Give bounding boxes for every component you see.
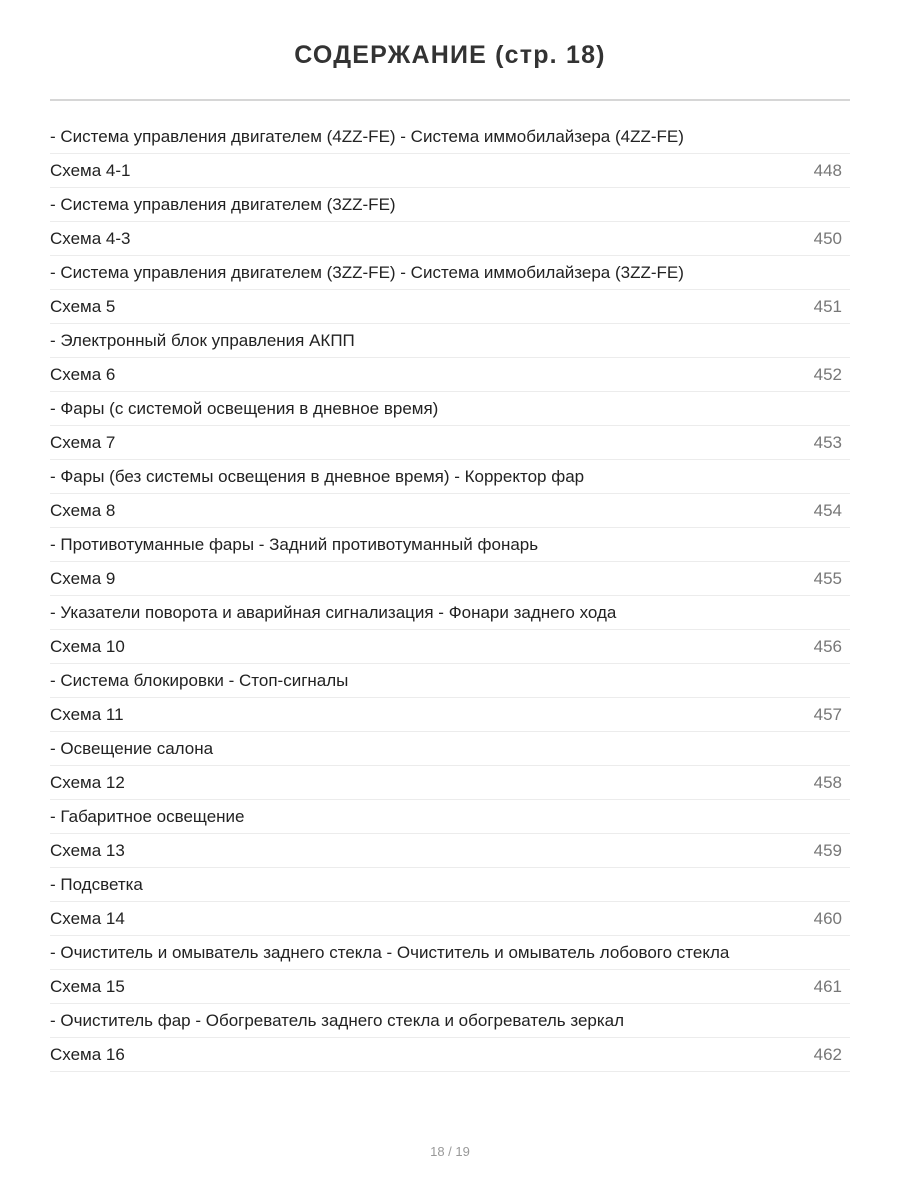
toc-scheme-title: Схема 8 [50,500,116,520]
toc-scheme-title: Схема 9 [50,568,116,588]
page-indicator: 18 / 19 [430,1144,470,1159]
toc-page-number: 454 [813,500,842,520]
toc-scheme-title: Схема 4-1 [50,160,131,180]
toc-entry-description: - Система блокировки - Стоп-сигналы [50,670,349,690]
toc-scheme-row[interactable] [50,1038,850,1072]
toc-page-number: 453 [813,432,842,452]
toc-description-row [50,800,850,834]
toc-page-number: 457 [813,704,842,724]
toc-entry-description: - Указатели поворота и аварийная сигнализация - Фонари заднего хода [50,602,617,622]
toc-scheme-title: Схема 12 [50,772,125,792]
toc-description-row [50,188,850,222]
toc-scheme-title: Схема 10 [50,636,125,656]
toc-entry-description: - Очиститель и омыватель заднего стекла - Очиститель и омыватель лобового стекла [50,942,730,962]
toc-scheme-row[interactable] [50,494,850,528]
toc-scheme-title: Схема 11 [50,704,124,724]
toc-entry-description: - Электронный блок управления АКПП [50,330,355,350]
toc-scheme-row[interactable] [50,698,850,732]
toc-scheme-title: Схема 15 [50,976,125,996]
toc-page-number: 452 [813,364,842,384]
toc-description-row [50,528,850,562]
toc-page-number: 459 [813,840,842,860]
toc-page-number: 458 [813,772,842,792]
toc-scheme-title: Схема 5 [50,296,116,316]
toc-page-number: 456 [813,636,842,656]
toc-description-row [50,868,850,902]
toc-description-row [50,256,850,290]
toc-description-row [50,1004,850,1038]
toc-entry-description: - Подсветка [50,874,143,894]
toc-page-number: 448 [813,160,842,180]
page-title: СОДЕРЖАНИЕ (стр. 18) [294,41,606,69]
toc-entry-description: - Система управления двигателем (3ZZ-FE) - Система иммобилайзера (3ZZ-FE) [50,262,684,282]
toc-scheme-row[interactable] [50,902,850,936]
toc-page-number: 455 [813,568,842,588]
toc-scheme-row[interactable] [50,358,850,392]
title-divider [50,99,850,101]
toc-entry-description: - Система управления двигателем (4ZZ-FE) - Система иммобилайзера (4ZZ-FE) [50,126,684,146]
toc-description-row [50,460,850,494]
toc-scheme-row[interactable] [50,630,850,664]
toc-description-row [50,324,850,358]
toc-description-row [50,120,850,154]
toc-entry-description: - Очиститель фар - Обогреватель заднего стекла и обогреватель зеркал [50,1010,625,1030]
toc-entry-description: - Фары (без системы освещения в дневное время) - Корректор фар [50,466,585,486]
toc-scheme-row[interactable] [50,970,850,1004]
toc-scheme-row[interactable] [50,562,850,596]
toc-scheme-title: Схема 14 [50,908,125,928]
toc-entry-description: - Габаритное освещение [50,806,245,826]
toc-entry-description: - Противотуманные фары - Задний противотуманный фонарь [50,534,539,554]
toc-scheme-title: Схема 4-3 [50,228,131,248]
toc-description-row [50,392,850,426]
toc-page-number: 460 [813,908,842,928]
toc-page-number: 450 [813,228,842,248]
toc-scheme-row[interactable] [50,766,850,800]
toc-description-row [50,664,850,698]
toc-description-row [50,596,850,630]
toc-scheme-row[interactable] [50,154,850,188]
toc-entry-description: - Система управления двигателем (3ZZ-FE) [50,194,396,214]
table-of-contents [50,120,850,1072]
toc-scheme-title: Схема 6 [50,364,116,384]
toc-description-row [50,936,850,970]
toc-entry-description: - Освещение салона [50,738,214,758]
toc-scheme-row[interactable] [50,426,850,460]
toc-scheme-row[interactable] [50,222,850,256]
toc-scheme-title: Схема 13 [50,840,125,860]
toc-page-number: 462 [813,1044,842,1064]
toc-page-number: 461 [813,976,842,996]
toc-page-number: 451 [813,296,842,316]
toc-scheme-title: Схема 7 [50,432,116,452]
toc-scheme-row[interactable] [50,290,850,324]
toc-scheme-row[interactable] [50,834,850,868]
toc-description-row [50,732,850,766]
toc-entry-description: - Фары (с системой освещения в дневное время) [50,398,439,418]
toc-scheme-title: Схема 16 [50,1044,125,1064]
